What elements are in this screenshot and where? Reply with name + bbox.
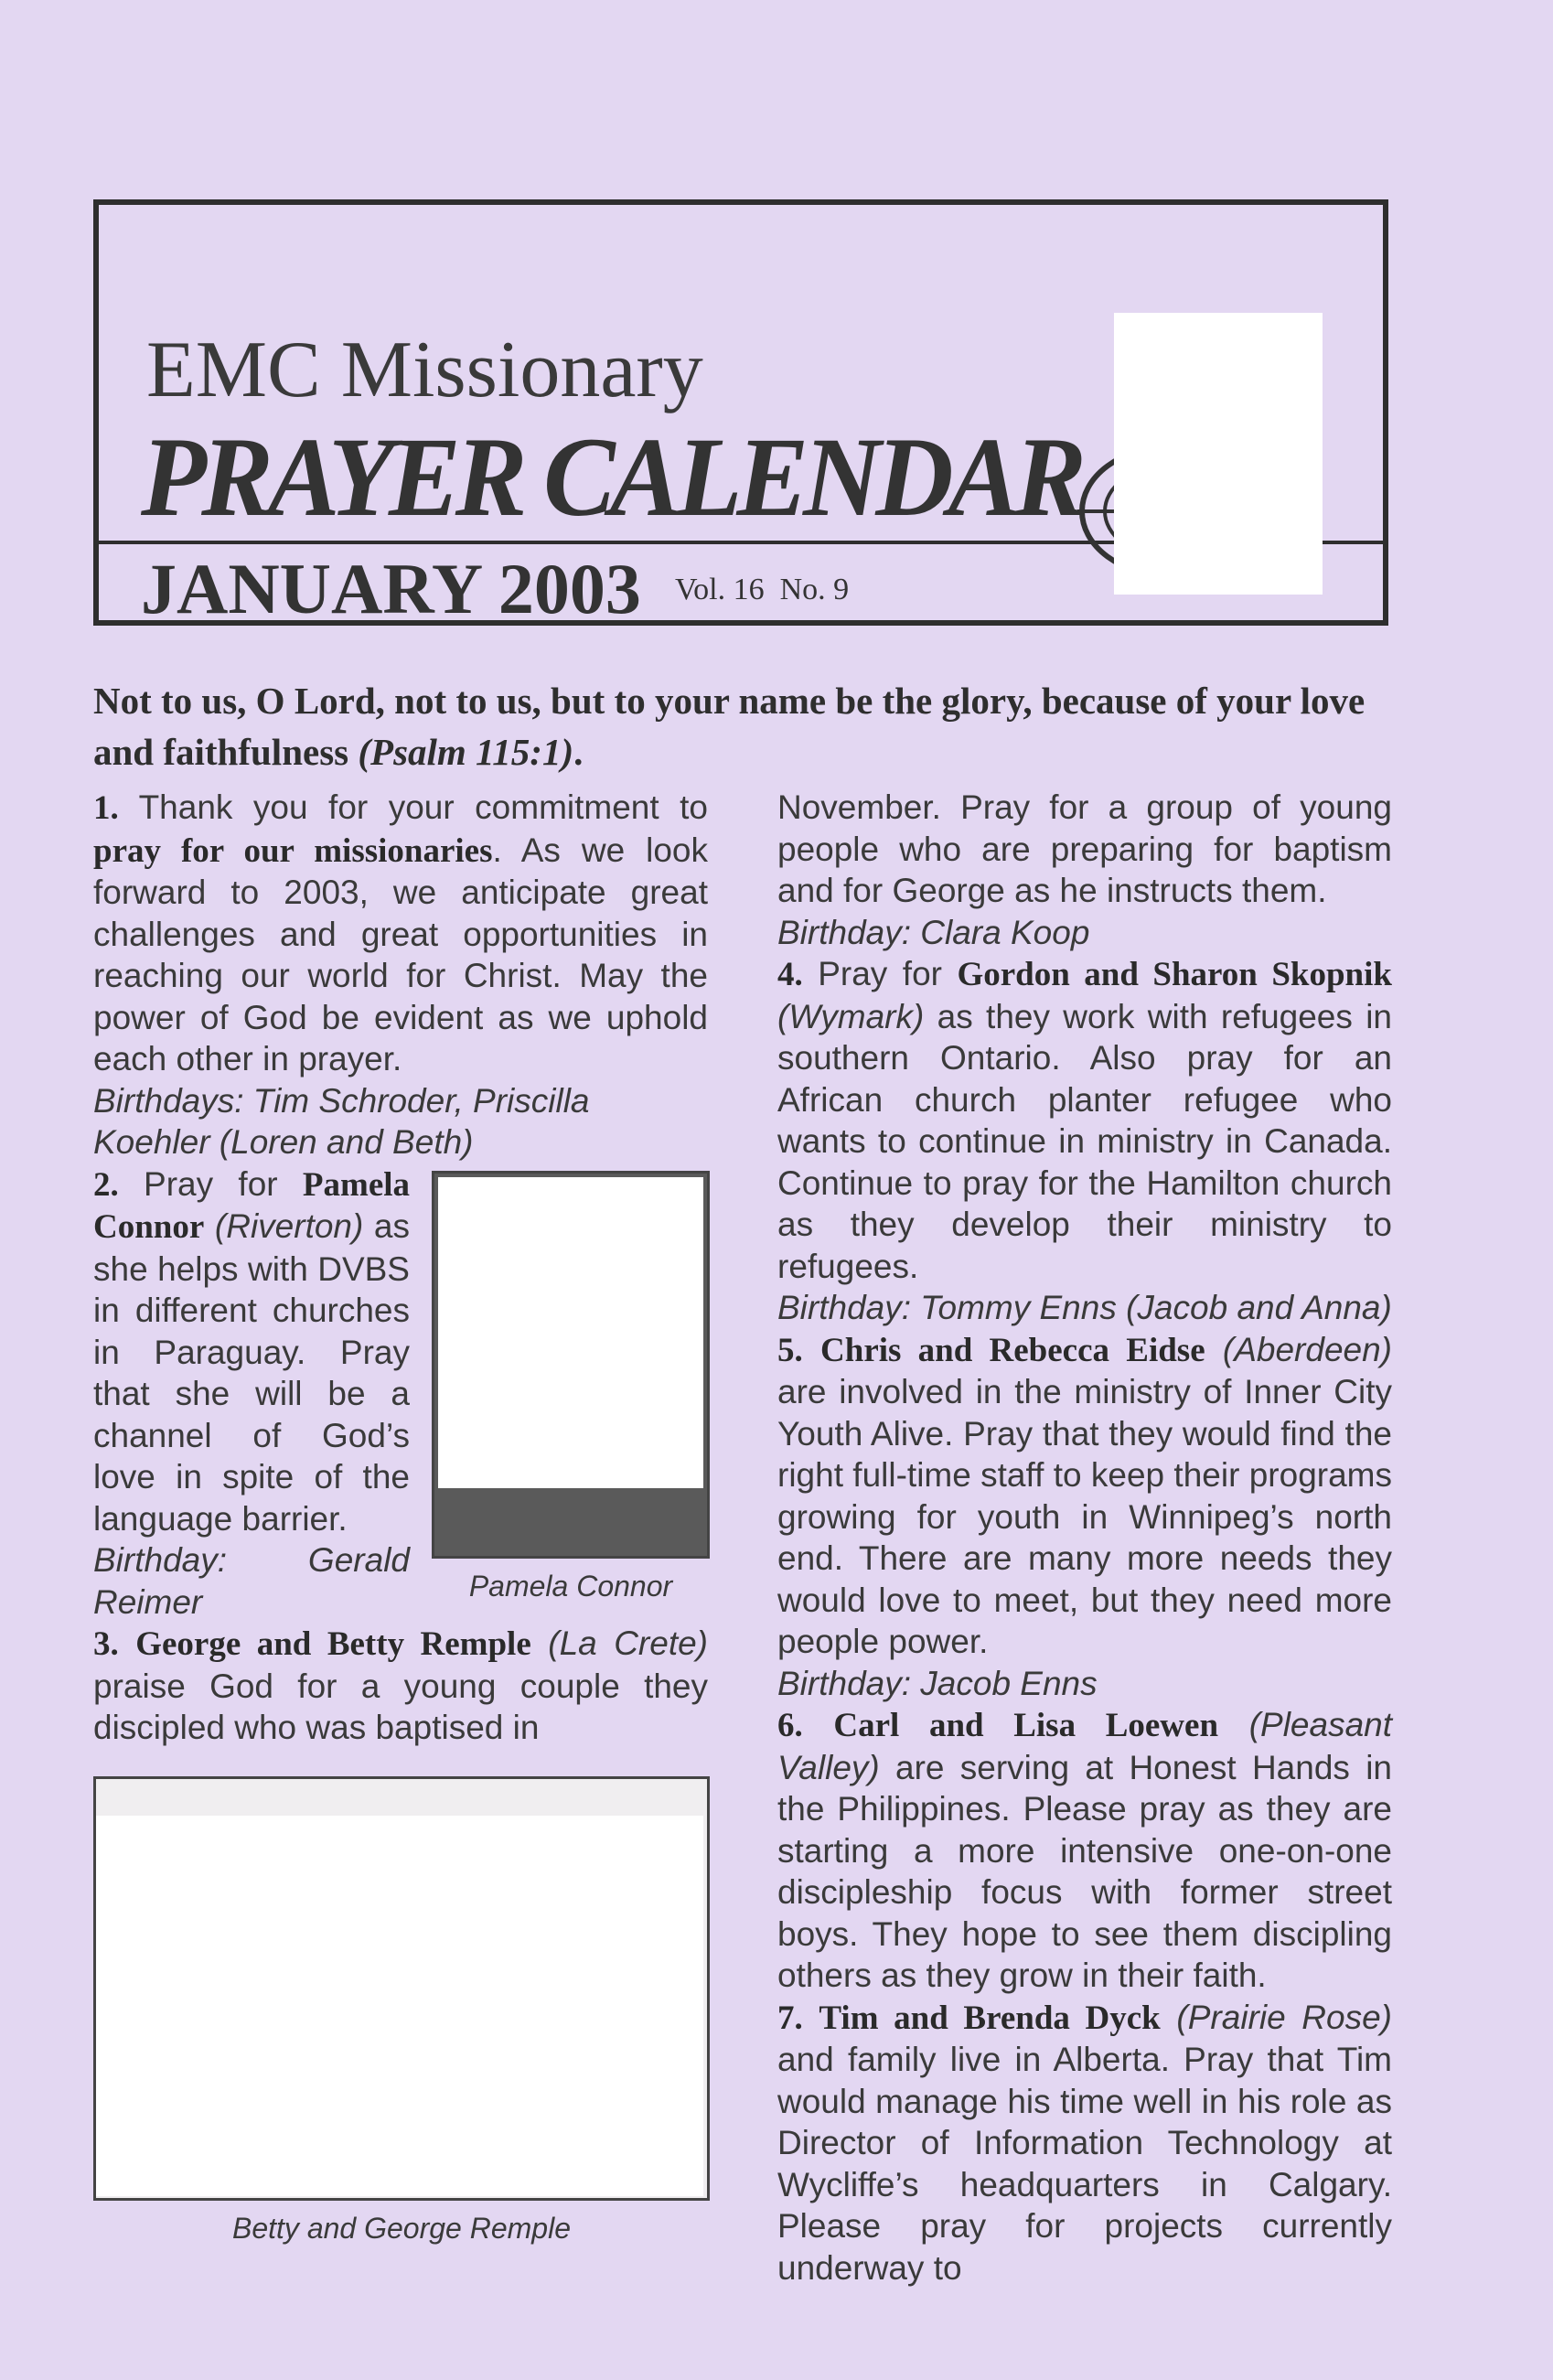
entry-1-birthday-text: Birthdays: Tim Schroder, Priscilla Koehler (Loren and Beth) — [93, 1081, 590, 1161]
entry-2-birthday-text: Birthday: Gerald Reimer — [93, 1541, 410, 1621]
scripture-verse — [93, 675, 1392, 777]
entry-4-text-b: as they work with refugees in southern Ontario. Also pray for an African church planter refugee who wants to continue in ministry in Canada. Continue to pray for the Hamilton church as they develop their ministry to refugees. — [777, 997, 1393, 1285]
entry-2-text-b: as she helps with DVBS in different churches in Paraguay. Pray that she will be a channel of God’s love in spite of the language barrier. — [93, 1207, 410, 1538]
entry-6-text-b: are serving at Honest Hands in the Philippines. Please pray as they are starting a more intensive one-on-one discipleship focus with former street boys. They hope to see them discipling others as they grow in their faith. — [777, 1748, 1392, 1994]
entry-1-text-b: . As we look forward to 2003, we anticipate great challenges and great opportunities in reaching our world for Christ. May the power of God be evident as we uphold each other in prayer. — [93, 831, 708, 1077]
entry-6 — [777, 1704, 1392, 1997]
entry-5 — [777, 1329, 1392, 1663]
entry-3-birthday — [777, 912, 1392, 954]
entry-2-text-a: Pray for — [144, 1164, 278, 1203]
entry-4-birthday-text: Birthday: Tommy Enns (Jacob and Anna) — [777, 1289, 1392, 1326]
masthead-title: EMC Missionary — [146, 326, 703, 414]
entry-4 — [777, 953, 1392, 1287]
entry-7 — [777, 1997, 1392, 2289]
entry-5-text-b: are involved in the ministry of Inner City Youth Alive. Pray that they would find the right full-time staff to keep their programs growing for youth in Winnipeg’s north end. There are many more needs they would love to meet, but they need more people power. — [777, 1373, 1392, 1660]
entry-1-bold: pray for our missionaries — [93, 831, 493, 870]
pamela-photo — [432, 1171, 710, 1559]
remple-photo — [93, 1776, 710, 2201]
entry-1-number: 1. — [93, 789, 119, 827]
entry-4-bold: Gordon and Sharon Skopnik — [957, 956, 1392, 993]
redacted-logo — [1114, 313, 1323, 595]
entry-5-birthday — [777, 1663, 1392, 1705]
entry-3-bold: George and Betty Remple — [135, 1625, 531, 1663]
redacted-photo-2 — [96, 1816, 703, 2196]
entry-4-text-a: Pray for — [818, 955, 942, 992]
entry-7-place: (Prairie Rose) — [1176, 1998, 1393, 2036]
right-column — [777, 787, 1392, 2289]
entry-2-place: (Riverton) — [214, 1207, 364, 1245]
entry-7-number: 7. — [777, 1999, 803, 2037]
number-label: No. 9 — [779, 573, 850, 606]
masthead-subtitle: PRAYER CALENDAR — [141, 413, 1082, 541]
issue-month: JANUARY 2003 — [141, 549, 641, 628]
entry-4-birthday — [777, 1287, 1392, 1329]
entry-2-bold: Pamela Connor — [93, 1165, 411, 1246]
entry-5-birthday-text: Birthday: Jacob Enns — [777, 1664, 1098, 1702]
entry-3-place: (La Crete) — [548, 1624, 708, 1662]
entry-6-bold: Carl and Lisa Loewen — [833, 1707, 1219, 1744]
entry-5-place: (Aberdeen) — [1222, 1330, 1392, 1368]
entry-1-birthday — [93, 1080, 708, 1163]
entry-1 — [93, 787, 708, 1080]
remple-caption: Betty and George Remple — [232, 2212, 571, 2245]
entry-3 — [93, 1623, 708, 1749]
entry-6-number: 6. — [777, 1707, 803, 1744]
entry-2-birthday — [93, 1539, 410, 1623]
entry-3-text-a: praise God for a young couple they discipled who was baptised in — [93, 1667, 708, 1746]
verse-text: Not to us, O Lord, not to us, but to your name be the glory, because of your love and faithfulness — [93, 680, 1366, 773]
verse-end: . — [573, 731, 584, 773]
masthead — [93, 199, 1388, 626]
entry-6-place: (Pleasant Valley) — [777, 1706, 1392, 1786]
redacted-photo — [438, 1177, 703, 1488]
entry-5-bold: Chris and Rebecca Eidse — [820, 1331, 1205, 1369]
entry-7-bold: Tim and Brenda Dyck — [819, 1999, 1161, 2037]
entry-2 — [93, 1163, 410, 1540]
entry-7-text-b: and family live in Alberta. Pray that Tim would manage his time well in his role as Director of Information Technology at Wycliffe’s headquarters in Calgary. Please pray for projects currently underway to — [777, 2041, 1392, 2287]
entry-5-number: 5. — [777, 1331, 803, 1369]
issue-volume — [675, 573, 849, 607]
entry-4-number: 4. — [777, 956, 803, 993]
entry-1-text-a: Thank you for your commitment to — [138, 788, 708, 826]
verse-reference: (Psalm 115:1) — [358, 731, 574, 773]
pamela-caption: Pamela Connor — [468, 1570, 673, 1603]
volume-label: Vol. 16 — [675, 573, 765, 606]
entry-3-number: 3. — [93, 1625, 119, 1663]
entry-3-continued — [777, 787, 1392, 912]
entry-3-text-b: November. Pray for a group of young people who are preparing for baptism and for George as he instructs them. — [777, 788, 1392, 909]
entry-4-place: (Wymark) — [777, 997, 925, 1035]
entry-3-birthday-text: Birthday: Clara Koop — [777, 913, 1090, 951]
entry-2-number: 2. — [93, 1165, 119, 1204]
